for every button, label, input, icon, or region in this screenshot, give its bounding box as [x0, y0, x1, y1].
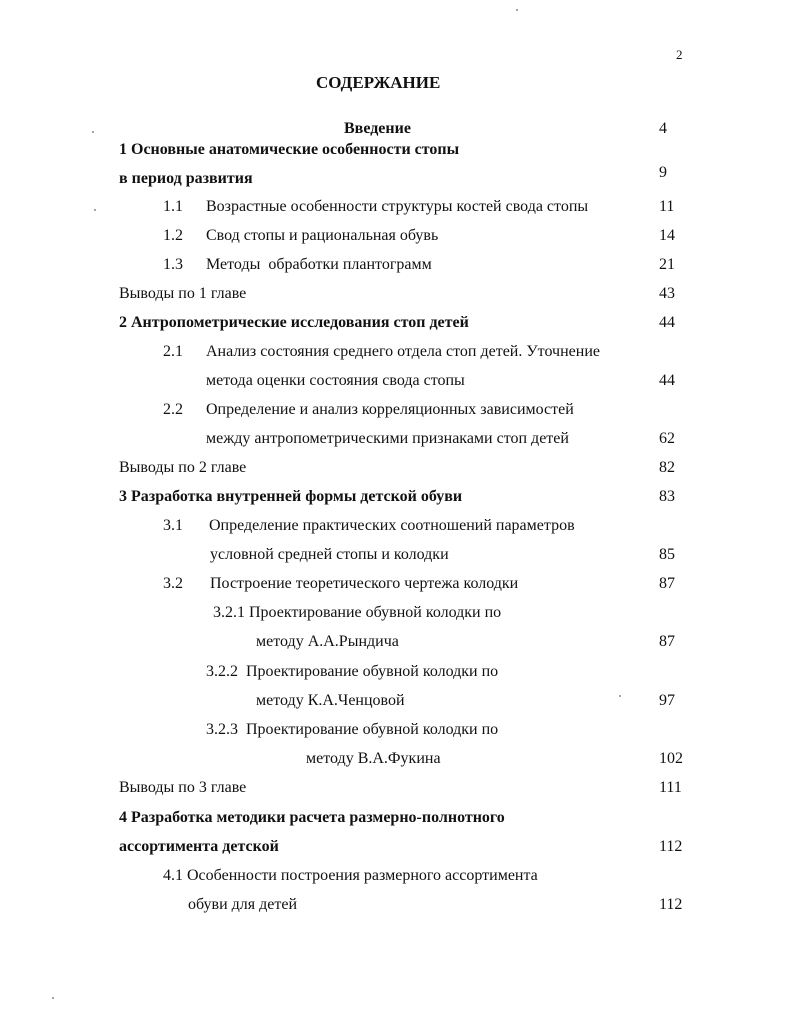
- toc-entry-text: Введение: [344, 120, 411, 137]
- toc-entry-text: условной средней стопы и колодки: [210, 546, 449, 563]
- toc-page-number: 62: [659, 430, 675, 447]
- toc-entry-text: обуви для детей: [188, 896, 298, 913]
- toc-section-number: 1.3: [163, 256, 183, 273]
- toc-entry-text: метода оценки состояния свода стопы: [206, 372, 465, 389]
- toc-section-number: 2.1: [163, 343, 183, 360]
- toc-entry-text: 4 Разработка методики расчета размерно-полнотного: [119, 809, 505, 826]
- toc-section-number: 3.2: [163, 575, 183, 592]
- toc-page-number: 83: [659, 488, 675, 505]
- toc-page-number: 111: [659, 779, 682, 796]
- toc-section-number: 3.1: [163, 517, 183, 534]
- page-number: 2: [676, 47, 683, 62]
- toc-entry-text: ассортимента детской: [119, 838, 279, 855]
- toc-page-number: 21: [659, 256, 675, 273]
- toc-page-number: 11: [659, 198, 675, 215]
- toc-entry-text: Анализ состояния среднего отдела стоп детей. Уточнение: [206, 343, 600, 360]
- toc-page-number: 14: [659, 227, 675, 244]
- toc-page-number: 4: [659, 120, 667, 137]
- toc-entry-text: Построение теоретического чертежа колодки: [210, 575, 519, 592]
- toc-section-number: 2.2: [163, 401, 183, 418]
- toc-entry-text: 1 Основные анатомические особенности стопы: [119, 141, 460, 158]
- toc-page-number: 102: [659, 750, 683, 767]
- toc-entry-text: Определение практических соотношений параметров: [209, 517, 575, 534]
- toc-entry-text: 3.2.3 Проектирование обувной колодки по: [206, 721, 499, 738]
- toc-page-number: 112: [659, 838, 683, 855]
- toc-entry-text: между антропометрическими признаками стоп детей: [206, 430, 569, 447]
- scan-speck: [619, 695, 621, 697]
- toc-page-number: 82: [659, 459, 675, 476]
- toc-entry-text: Свод стопы и рациональная обувь: [206, 227, 439, 244]
- scan-speck: [94, 209, 96, 211]
- toc-page-number: 97: [659, 692, 675, 709]
- toc-entry-text: в период развития: [119, 170, 253, 187]
- toc-entry-text: методу К.А.Ченцовой: [256, 692, 405, 709]
- toc-entry-text: Возрастные особенности структуры костей свода стопы: [206, 198, 589, 215]
- toc-entry-text: 2 Антропометрические исследования стоп детей: [119, 314, 469, 331]
- toc-section-number: 1.1: [163, 198, 183, 215]
- toc-entry-text: 3.2.1 Проектирование обувной колодки по: [213, 604, 502, 621]
- toc-page-number: 43: [659, 285, 675, 302]
- toc-entry-text: Выводы по 2 главе: [119, 459, 247, 476]
- toc-page-number: 87: [659, 633, 675, 650]
- toc-entry-text: 3 Разработка внутренней формы детской обуви: [119, 488, 463, 505]
- scan-speck: [52, 997, 54, 999]
- toc-entry-text: методу В.А.Фукина: [306, 750, 441, 767]
- toc-page-number: 112: [659, 896, 683, 913]
- toc-entry-text: методу А.А.Рындича: [256, 633, 399, 650]
- toc-page-number: 87: [659, 575, 675, 592]
- scan-speck: [516, 9, 518, 11]
- toc-page-number: 85: [659, 546, 675, 563]
- toc-section-number: 1.2: [163, 227, 183, 244]
- toc-page-number: 9: [659, 164, 667, 181]
- toc-page-number: 44: [659, 372, 675, 389]
- toc-entry-text: Определение и анализ корреляционных зависимостей: [206, 401, 574, 418]
- scan-speck: [92, 131, 94, 133]
- toc-entry-text: Выводы по 1 главе: [119, 285, 247, 302]
- toc-page-number: 44: [659, 314, 675, 331]
- page-title: СОДЕРЖАНИЕ: [316, 73, 441, 92]
- toc-entry-text: Методы обработки плантограмм: [206, 256, 432, 273]
- toc-entry-text: 3.2.2 Проектирование обувной колодки по: [206, 663, 499, 680]
- toc-entry-text: 4.1 Особенности построения размерного ассортимента: [163, 867, 538, 884]
- toc-entry-text: Выводы по 3 главе: [119, 779, 247, 796]
